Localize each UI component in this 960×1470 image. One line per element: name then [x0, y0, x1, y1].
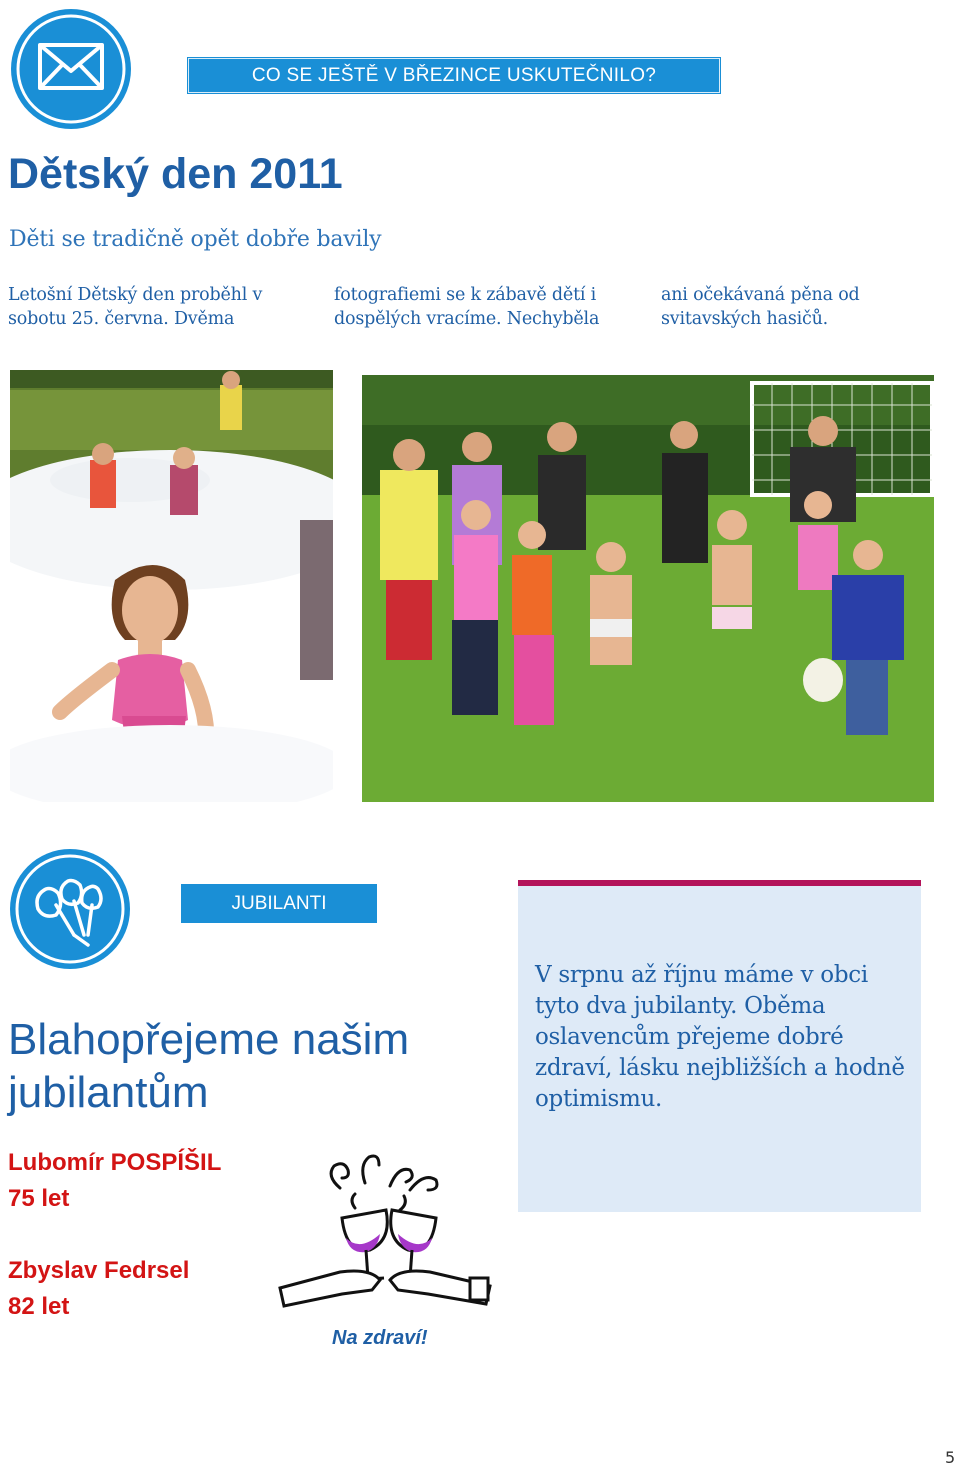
jubilant-entry-2 [8, 1253, 189, 1325]
jubilant-name: Zbyslav Fedrsel [8, 1257, 190, 1284]
greeting-callout-box [518, 880, 921, 1212]
jubilants-header-label: JUBILANTI [231, 892, 327, 914]
article-column-2: fotografiemi se k zábavě dětí i dospělých vracíme. Nechyběla [334, 285, 600, 329]
envelope-icon [9, 7, 133, 136]
jubilant-age: 82 let [8, 1293, 70, 1320]
article-title: Dětský den 2011 [8, 150, 343, 198]
jubilant-age: 75 let [8, 1185, 70, 1212]
jubilants-header-bar [181, 884, 377, 923]
page-number: 5 [945, 1448, 956, 1467]
jubilant-entry-1 [8, 1145, 221, 1217]
flowers-icon [8, 847, 132, 976]
toast-caption: Na zdraví! [332, 1327, 428, 1349]
toasting-glasses-icon [270, 1138, 500, 1328]
greeting-callout-text: V srpnu až říjnu máme v obci tyto dva jubilanty. Oběma oslavencům přejeme dobré zdraví, lásku nejbližších a hodně optimismu. [535, 962, 905, 1112]
jubilant-name: Lubomír POSPÍŠIL [8, 1149, 222, 1176]
section-header-bar [187, 57, 721, 94]
article-column-3: ani očekávaná pěna od svitavských hasičů. [661, 285, 860, 329]
children-in-foam-photo [10, 370, 333, 802]
group-of-children-on-field-photo [362, 375, 934, 802]
jubilants-heading: Blahopřejeme našim jubilantům [8, 1015, 410, 1117]
article-subtitle: Děti se tradičně opět dobře bavily [9, 227, 382, 252]
article-column-1: Letošní Dětský den proběhl v sobotu 25. června. Dvěma [8, 285, 263, 329]
section-header-label: CO SE JEŠTĚ V BŘEZINCE USKUTEČNILO? [251, 64, 657, 86]
